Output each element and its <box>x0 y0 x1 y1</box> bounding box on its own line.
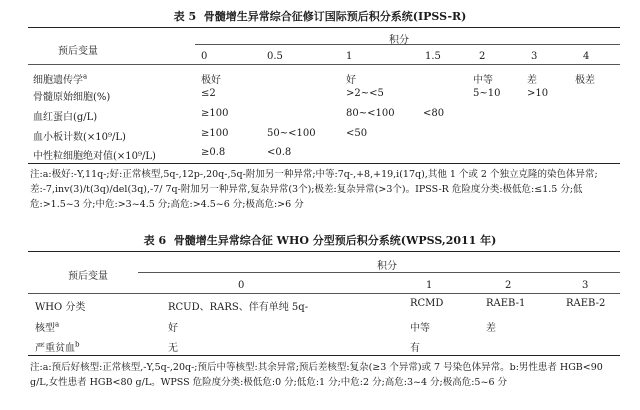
table5-cell: <0.8 <box>267 147 292 158</box>
table5-footnote: 注:a:极好:-Y,11q-;好:正常核型,5q-,12p-,20q-,5q-附加另一种异常;中等:7q-,+8,+19,i(17q),其他 1 个或 2 个独立克隆的染色体异常;差:-7,inv(3)/t(3q)/del(3q),-7/ 7q-附加另一种异常,复杂异常(3个);极差:复杂异常(>3个)。IPSS-R 危险度分类:极低危:≤1.5 分;低危:>1.5~3 分;中危:>3~4.5 分;高危:>4.5~6 分;极高危:>6 分 <box>30 169 598 210</box>
table5-cell: 好 <box>346 75 356 86</box>
table6-cell: 中等 <box>410 323 430 334</box>
table5-cell: >2~<5 <box>346 88 384 99</box>
table5-cell: 5~10 <box>473 88 501 99</box>
table5-cell: ≥100 <box>201 108 229 119</box>
table6-caption-text: 骨髓增生异常综合征 WHO 分型预后积分系统(WPSS,2011 年) <box>173 234 497 247</box>
table6-cell: 好 <box>168 323 178 334</box>
table5-col-4: 2 <box>479 51 486 62</box>
table5-col-2: 1 <box>346 51 353 62</box>
table5-score-subrule <box>195 44 620 45</box>
table5-cell: 极差 <box>575 75 595 86</box>
table5-caption <box>0 8 640 24</box>
table5-header-score: 积分 <box>389 35 409 46</box>
table6-top-rule <box>28 251 620 252</box>
table6-cell: 无 <box>168 343 178 354</box>
table6-cell: 差 <box>486 323 496 334</box>
table5-cell: 极好 <box>201 75 221 86</box>
table6-col-3: 3 <box>582 280 589 291</box>
table6-col-2: 2 <box>505 280 512 291</box>
table6-footnote: 注:a:预后好核型:正常核型,-Y,5q-,20q-;预后中等核型:其余异常;预后差核型:复杂(≥3 个异常)或 7 号染色体异常。b:男性患者 HGB<90 g/L,女性患者 HGB<80 g/L。WPSS 危险度分类:极低危:0 分;低危:1 分;中危:2 分;高危:3~4 分;极高危:5~6 分 <box>30 362 603 388</box>
table5-row-label: 血红蛋白(g/L) <box>33 112 98 123</box>
table6-cell: 有 <box>410 343 420 354</box>
table6-row-label: 严重贫血$^b$ <box>35 340 80 354</box>
table6-header-variable: 预后变量 <box>68 271 108 282</box>
table5-col-6: 4 <box>583 51 590 62</box>
table5-cell: <80 <box>423 108 445 119</box>
table5-col-5: 3 <box>531 51 538 62</box>
table5-caption-text: 骨髓增生异常综合征修订国际预后积分系统(IPSS-R) <box>203 10 467 23</box>
table6-row-label: 核型$^a$ <box>35 320 60 334</box>
table5-bottom-rule <box>28 163 620 164</box>
table5-col-1: 0.5 <box>267 51 283 62</box>
table5-header-rule <box>28 64 620 65</box>
table5-col-0: 0 <box>201 51 208 62</box>
table5-cell: 50~<100 <box>267 128 316 139</box>
table5-cell: ≤2 <box>201 88 216 99</box>
table5-cell: >10 <box>527 88 549 99</box>
table5-row-label: 骨髓原始细胞(%) <box>33 92 111 103</box>
table5-header-variable: 预后变量 <box>58 46 98 57</box>
table5-row-label: 血小板计数(×10⁹/L) <box>33 132 126 143</box>
table6-bottom-rule <box>28 355 620 356</box>
table6-cell: RCMD <box>410 298 444 309</box>
table5-row-label: 中性粒细胞绝对值(×10⁹/L) <box>33 151 156 162</box>
table5-cell: 80~<100 <box>346 108 395 119</box>
table5-cell: <50 <box>346 128 368 139</box>
table6-score-subrule <box>138 272 620 273</box>
table6-caption-number: 表 6 <box>143 234 167 247</box>
table6-row-label: WHO 分类 <box>35 302 86 313</box>
table5-row-label: 细胞遗传学$^a$ <box>33 72 88 86</box>
table6-caption <box>0 232 640 248</box>
table5-col-3: 1.5 <box>425 51 441 62</box>
table5-cell: ≥100 <box>201 128 229 139</box>
table6-cell: RAEB-2 <box>566 298 606 309</box>
table6-cell: RCUD、RARS、伴有单纯 5q- <box>168 302 309 313</box>
table5-caption-number: 表 5 <box>173 10 197 23</box>
table5-top-rule <box>28 27 620 28</box>
table6-col-0: 0 <box>238 280 245 291</box>
table5-cell: 中等 <box>473 75 493 86</box>
table6-col-1: 1 <box>426 280 433 291</box>
table6-cell: RAEB-1 <box>486 298 526 309</box>
table6-header-score: 积分 <box>377 261 397 272</box>
table5-cell: ≥0.8 <box>201 147 226 158</box>
table5-cell: 差 <box>527 75 537 86</box>
table6-header-rule <box>28 293 620 294</box>
